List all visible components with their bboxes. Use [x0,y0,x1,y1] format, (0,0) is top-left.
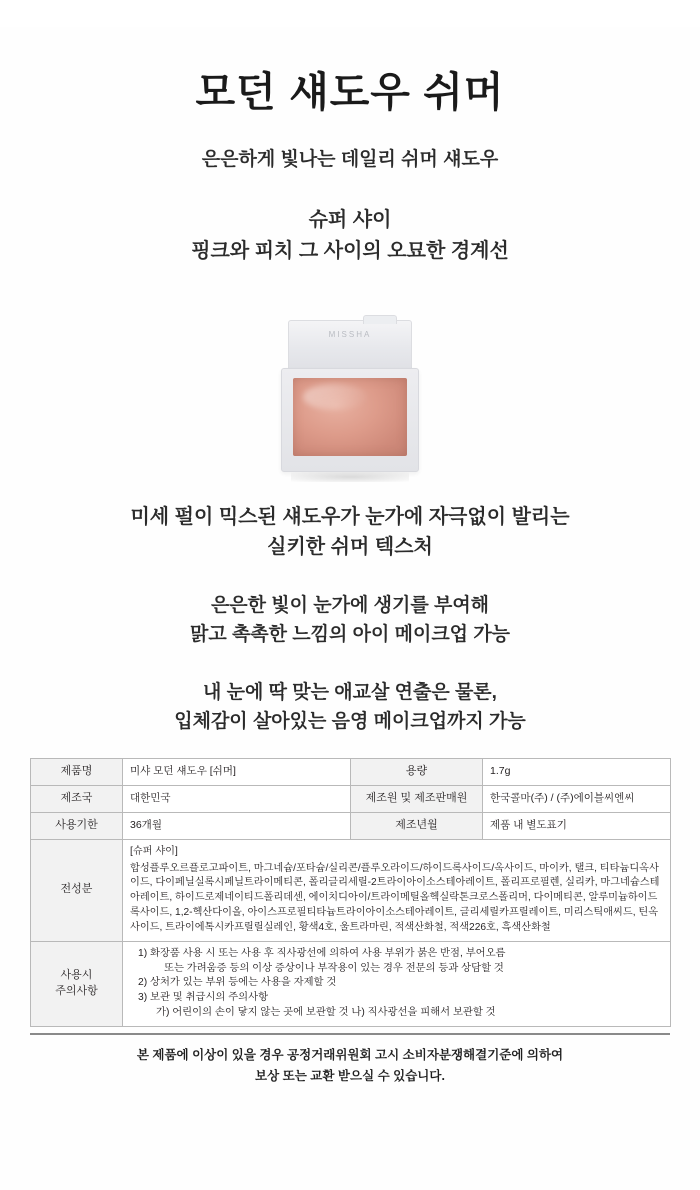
lead-line-1: 슈퍼 샤이 [308,209,392,232]
spec-label-manufacture-date: 제조년월 [351,812,483,839]
caution-item-3: 3) 보관 및 취급시의 주의사항 [138,992,269,1004]
specification-table [30,758,671,1027]
spec-value-manufacture-date: 제품 내 별도표기 [483,812,671,839]
mid-copy [0,502,700,736]
spec-value-manufacturer: 한국콜마(주) / (주)에이블씨엔씨 [483,786,671,813]
spec-label-ingredients: 전성분 [31,839,123,941]
ingredients-shade-name: [슈퍼 샤이] [130,845,178,857]
table-row [31,786,671,813]
caution-item-3-sub: 가) 어린이의 손이 닿지 않는 곳에 보관할 것 나) 직사광선을 피해서 보관할 것 [156,1007,496,1019]
footer-line-2: 보상 또는 교환 받으실 수 있습니다. [255,1068,445,1083]
mid-block-2 [0,592,700,649]
spec-label-country: 제조국 [31,786,123,813]
footer-notice [0,1045,700,1086]
eyeshadow-pan [293,378,407,456]
spec-value-expiry: 36개월 [123,812,351,839]
spec-label-caution [31,941,123,1027]
caution-item-1: 1) 화장품 사용 시 또는 사용 후 직사광선에 의하여 사용 부위가 붉은 반점, 부어오름 [138,947,506,959]
compact-lid [288,320,412,372]
spec-label-expiry: 사용기한 [31,812,123,839]
specification-table-wrapper [30,758,670,1027]
lead-copy [0,205,700,267]
spec-label-volume: 용량 [351,759,483,786]
pan-shine-highlight [303,384,367,410]
spec-label-product-name: 제품명 [31,759,123,786]
drop-shadow [291,472,409,482]
caution-item-2: 2) 상처가 있는 부위 등에는 사용을 자제할 것 [138,977,337,989]
mid-1-line-1: 미세 펄이 믹스된 섀도우가 눈가에 자극없이 발리는 [130,506,570,529]
table-row-ingredients [31,839,671,941]
caution-label-line-2: 주의사항 [55,984,98,997]
table-row [31,759,671,786]
footer-line-1: 본 제품에 이상이 있을 경우 공정거래위원회 고시 소비자분쟁해결기준에 의하여 [136,1048,564,1063]
brand-mark: MISSHA [328,329,372,339]
compact-case-illustration [281,320,419,472]
mid-block-3 [0,679,700,736]
table-row-caution [31,941,671,1027]
product-detail-page [0,27,700,1190]
caution-item-1-sub: 또는 가려움증 등의 이상 증상이나 부작용이 있는 경우 전문의 등과 상담할 것 [164,962,504,974]
table-row [31,812,671,839]
spec-value-country: 대한민국 [123,786,351,813]
page-subtitle: 은은하게 빛나는 데일리 쉬머 섀도우 [201,149,499,171]
mid-block-1 [0,502,700,562]
mid-3-line-1: 내 눈에 딱 맞는 애교살 연출은 물론, [203,682,497,704]
spec-value-ingredients [123,839,671,941]
compact-lid-tab [363,315,397,324]
lead-line-2: 핑크와 피치 그 사이의 오묘한 경계선 [191,240,509,263]
product-image-area [0,303,700,488]
spec-value-product-name: 미샤 모던 섀도우 [쉬머] [123,759,351,786]
ingredients-text: 합성플루오르플로고파이트, 마그네슘/포타슘/실리콘/플루오라이드/하이드록사이드/옥사이드, 마이카, 탤크, 티타늄디옥사이드, 다이페닐실록시페닐트라이메티콘, 폴리글리세릴-2트라이아이소스테아레이트, 폴리프로필렌, 실리카, 마그네슘스테아레이트, 하이드로제네이티드폴리데센, 에이치디아이/트라이메틸올헥실락톤크로스폴리머, 다이메티콘, 알루미늄하이드록사이드, 1,2-헥산다이올, 아이스프로필티타늄트라이아이소스테아레이트, 글리세릴카프릴레이트, 미리스틱애씨드, 틴옥사이드, 트라이에톡시카프릴릴실레인, 황색4호, 울트라마린, 적색산화철, 적색226호, 흑색산화철 [130,862,660,933]
spec-value-volume: 1.7g [483,759,671,786]
footer-divider [30,1033,670,1035]
spec-value-caution [123,941,671,1027]
mid-2-line-2: 맑고 촉촉한 느낌의 아이 메이크업 가능 [189,623,511,645]
mid-3-line-2: 입체감이 살아있는 음영 메이크업까지 가능 [174,710,526,732]
mid-1-line-2: 실키한 쉬머 텍스처 [267,536,433,559]
page-title: 모던 섀도우 쉬머 [195,69,505,116]
spec-label-manufacturer: 제조원 및 제조판매원 [351,786,483,813]
mid-2-line-1: 은은한 빛이 눈가에 생기를 부여해 [210,595,490,617]
caution-label-line-1: 사용시 [60,968,93,981]
